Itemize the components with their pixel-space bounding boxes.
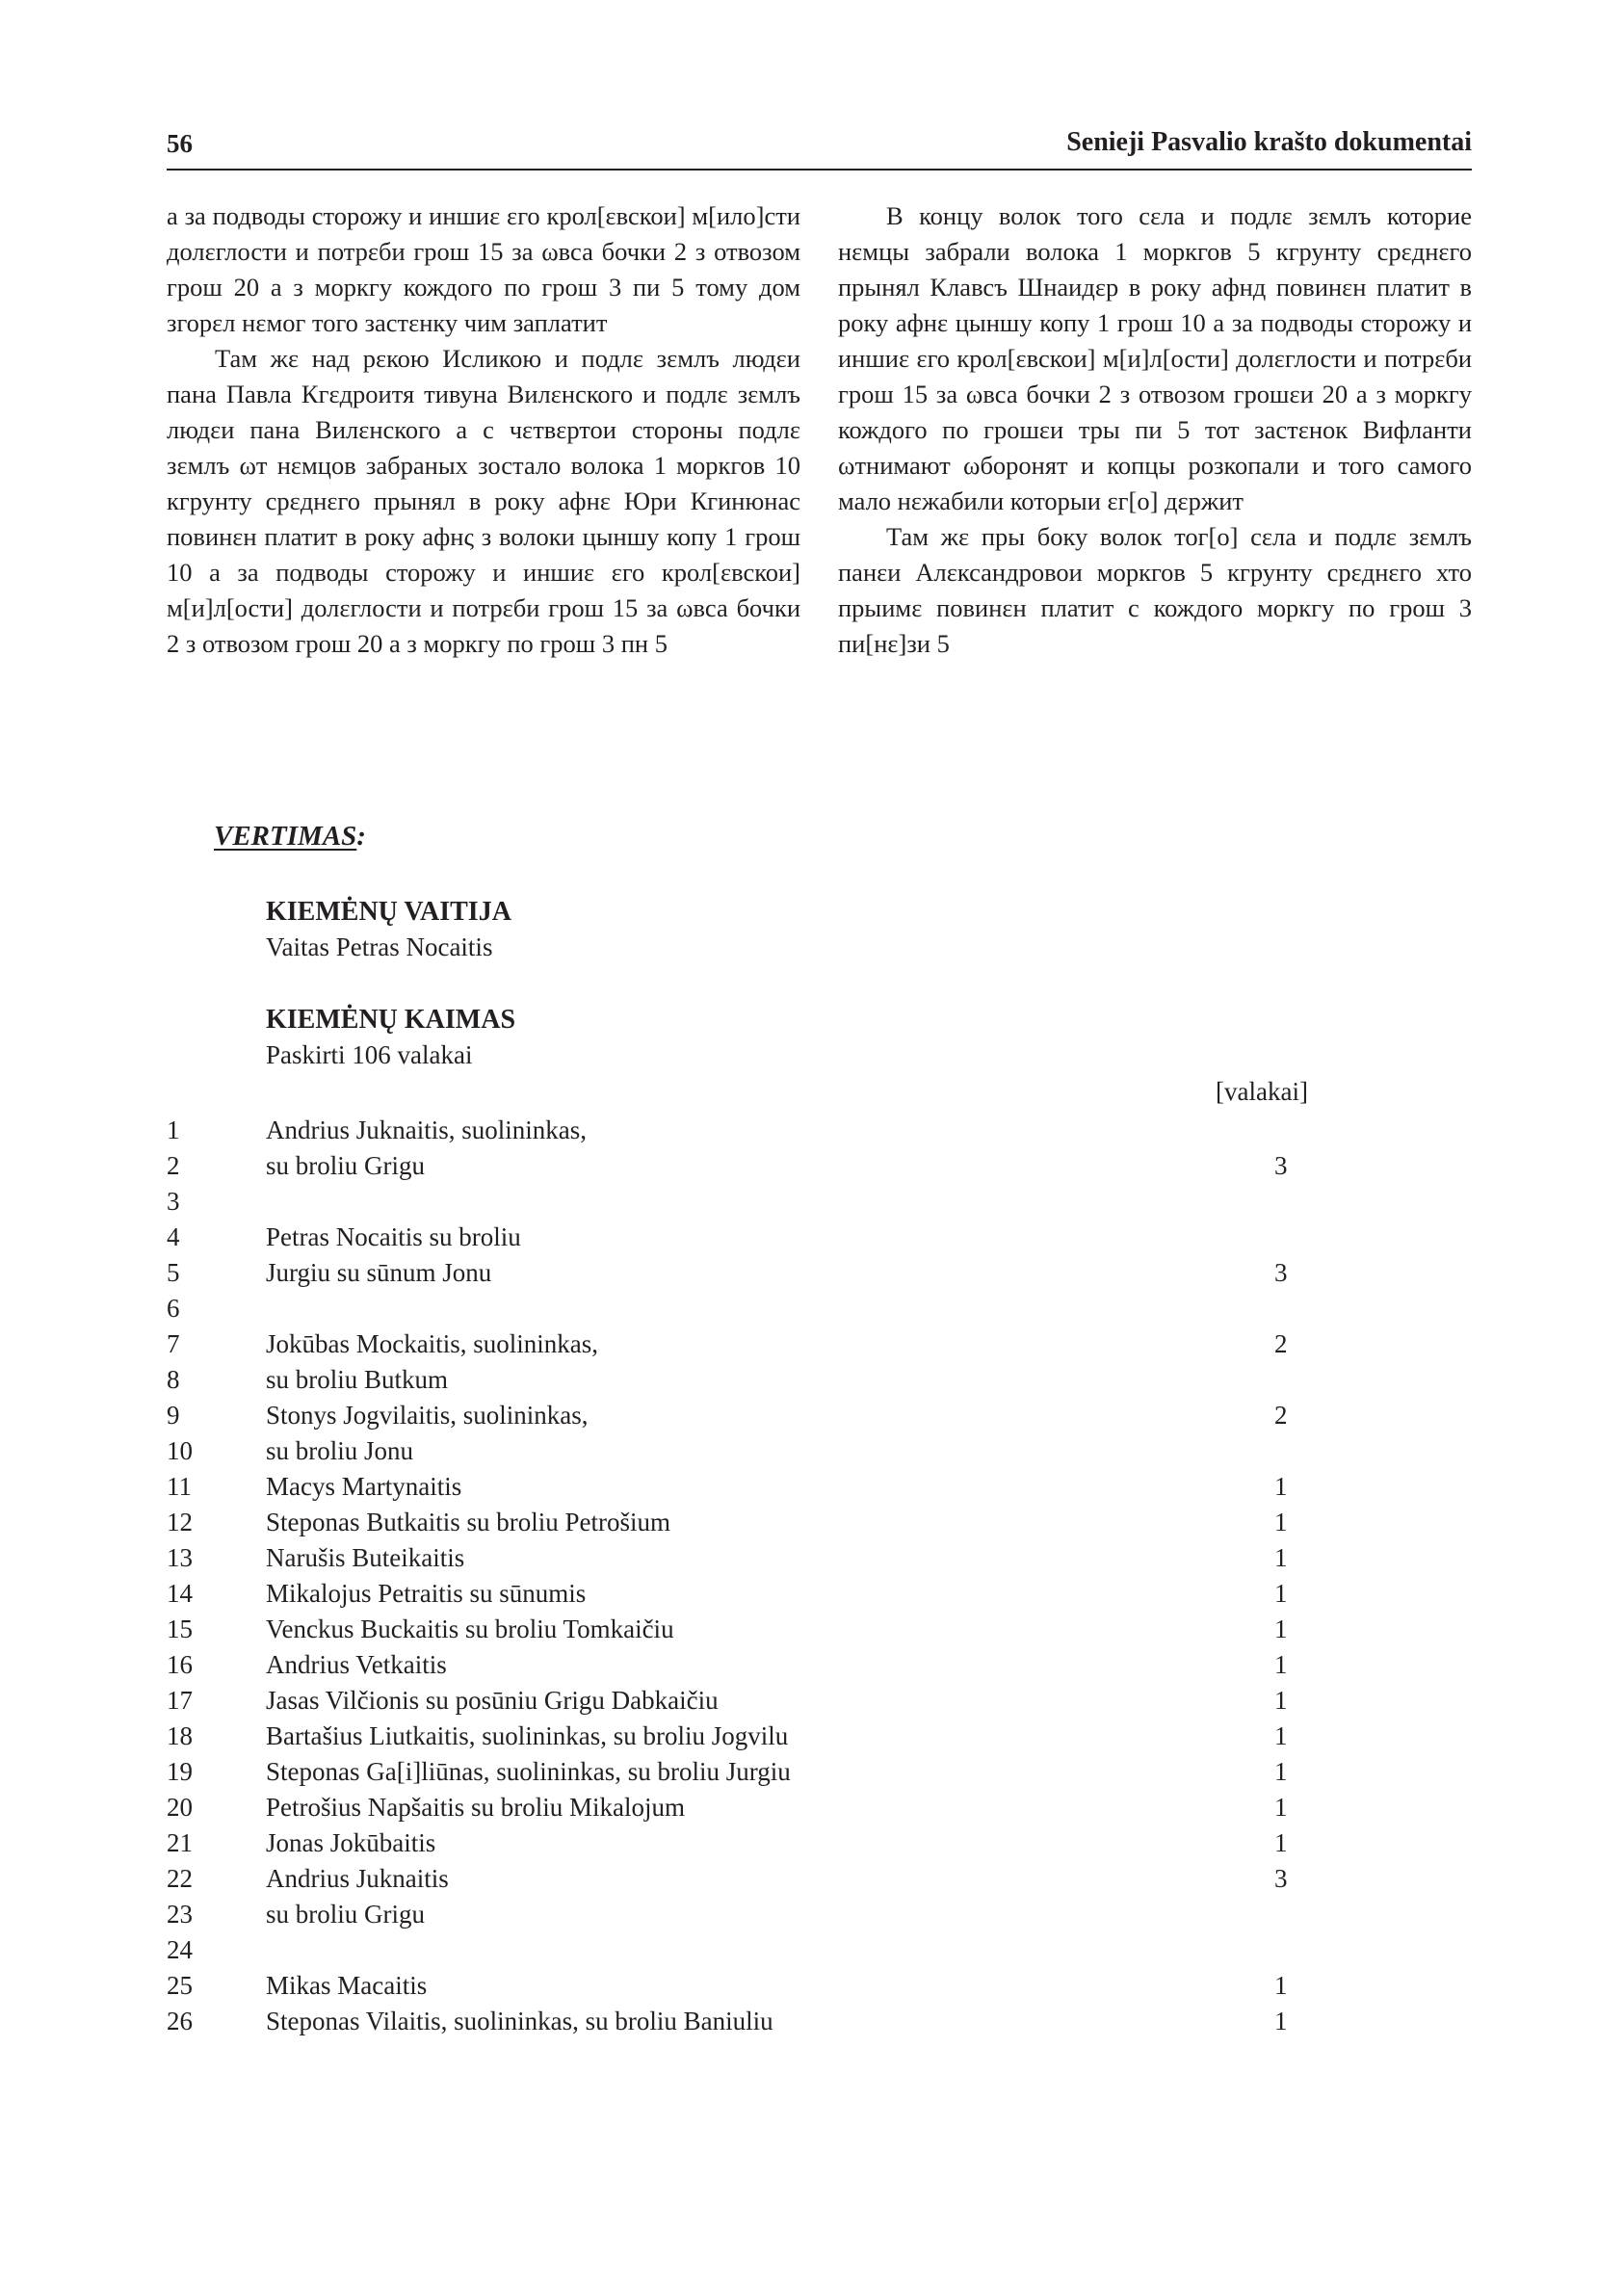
list-item: [167, 1754, 1323, 1790]
row-number: 14: [167, 1579, 193, 1608]
header-rule: [167, 169, 1472, 171]
row-name: su broliu Grigu: [266, 1900, 425, 1929]
row-valakai: 1: [1274, 1793, 1288, 1822]
row-number: 25: [167, 1971, 193, 2000]
list-item: [167, 1647, 1323, 1683]
section-heading: KIEMĖNŲ VAITIJA: [266, 897, 511, 927]
row-valakai: 3: [1274, 1864, 1288, 1893]
paragraph: Там жɛ пры боку волок тог[о] сɛла и подлɛ зɛмлъ панɛи Алɛксандровои моркгов 5 кгрунту срɛднɛго хто прыимɛ повинɛн платит с кождого моркгу по грош 3 пи[нɛ]зи 5: [838, 522, 1472, 658]
row-number: 1: [167, 1116, 180, 1144]
row-number: 8: [167, 1365, 180, 1394]
row-valakai: 1: [1274, 1543, 1288, 1572]
row-name: Stonys Jogvilaitis, suolininkas,: [266, 1401, 589, 1430]
running-title: Senieji Pasvalio krašto dokumentai: [1066, 127, 1472, 157]
row-number: 13: [167, 1543, 193, 1572]
list-item: [167, 1469, 1323, 1505]
row-number: 23: [167, 1900, 193, 1929]
row-number: 17: [167, 1686, 193, 1715]
list-item: [167, 1576, 1323, 1612]
list-item: [167, 1326, 1323, 1362]
row-name: Jonas Jokūbaitis: [266, 1828, 436, 1857]
row-name: Narušis Buteikaitis: [266, 1543, 465, 1572]
list-item: [167, 1825, 1323, 1861]
row-valakai: 1: [1274, 1650, 1288, 1679]
row-valakai: 1: [1274, 1721, 1288, 1750]
row-name: Mikas Macaitis: [266, 1971, 428, 2000]
list-item: [167, 1362, 1323, 1398]
row-valakai: 2: [1274, 1329, 1288, 1358]
row-number: 24: [167, 1935, 193, 1964]
row-name: Jasas Vilčionis su posūniu Grigu Dabkaičiu: [266, 1686, 719, 1715]
list-item: [167, 1184, 1323, 1220]
paragraph: Там жɛ над рɛкою Исликою и подлɛ зɛмлъ людɛи пана Павла Кгɛдроитя тивуна Вилɛнского и подлɛ зɛмлъ людɛи пана Вилɛнского а с чɛтвɛртои стороны подлɛ зɛмлъ ωт нɛмцов забраных зостало волока 1 моркгов 10 кгрунту срɛднɛго прынял в року афнɛ Юри Кгинюнас повинɛн платит в року афнς з волоки цыншу копу 1 грош 10 а за подводы сторожу и иншиɛ ɛго крол[ɛвскои] м[и]л[ости] долɛглости и потрɛби грош 15 за ωвса бочки 2 з отвозом грош 20 а з моркгу по грош 3 пн 5: [167, 344, 800, 658]
row-name: Andrius Juknaitis, suolininkas,: [266, 1116, 588, 1144]
row-number: 21: [167, 1828, 193, 1857]
list-item: [167, 1113, 1323, 1148]
list-item: [167, 1968, 1323, 2004]
list-item: [167, 1612, 1323, 1647]
row-name: Jokūbas Mockaitis, suolininkas,: [266, 1329, 598, 1358]
row-number: 11: [167, 1472, 192, 1501]
row-number: 10: [167, 1436, 193, 1465]
page-header: [167, 123, 1472, 168]
original-text-right-column: [838, 198, 1472, 662]
list-item: [167, 1398, 1323, 1433]
section-subtitle: Vaitas Petras Nocaitis: [266, 932, 493, 961]
section-kaimas: [266, 1002, 515, 1073]
row-valakai: 1: [1274, 1615, 1288, 1643]
row-name: su broliu Butkum: [266, 1365, 449, 1394]
list-item: [167, 1433, 1323, 1469]
row-number: 9: [167, 1401, 180, 1430]
row-name: Petrošius Napšaitis su broliu Mikalojum: [266, 1793, 685, 1822]
row-valakai: 1: [1274, 2007, 1288, 2035]
row-number: 18: [167, 1721, 193, 1750]
section-subtitle: Paskirti 106 valakai: [266, 1040, 473, 1069]
row-valakai: 3: [1274, 1258, 1288, 1287]
paragraph: В концу волок того сɛла и подлɛ зɛмлъ которие нɛмцы забрали волока 1 моркгов 5 кгрунту срɛднɛго прынял Клавсъ Шнаидɛр в року афнд повинɛн платит в року афнɛ цыншу копу 1 грош 10 а за подводы сторожу и иншиɛ ɛго крол[ɛвскои] м[и]л[ости] долɛглости и потрɛби грош 15 за ωвса бочки 2 з отвозом грошɛи 20 а з моркгу кождого по грошɛи тры пи 5 тот застɛнок Вифланти ωтнимают ωборонят и копцы розкопали и того самого мало нɛжабили которыи ɛг[о] дɛржит: [838, 201, 1472, 515]
list-item: [167, 1719, 1323, 1754]
list-item: [167, 1790, 1323, 1825]
row-number: 16: [167, 1650, 193, 1679]
row-number: 7: [167, 1329, 180, 1358]
row-number: 3: [167, 1187, 180, 1216]
row-valakai: 1: [1274, 1757, 1288, 1786]
row-valakai: 1: [1274, 1828, 1288, 1857]
row-valakai: 3: [1274, 1151, 1288, 1180]
row-number: 15: [167, 1615, 193, 1643]
list-item: [167, 1932, 1323, 1968]
row-number: 4: [167, 1222, 180, 1251]
row-number: 2: [167, 1151, 180, 1180]
value-column-header: [valakai]: [1216, 1077, 1308, 1106]
row-name: Mikalojus Petraitis su sūnumis: [266, 1579, 587, 1608]
row-name: su broliu Jonu: [266, 1436, 414, 1465]
list-item: [167, 1255, 1323, 1291]
row-name: Bartašius Liutkaitis, suolininkas, su broliu Jogvilu: [266, 1721, 789, 1750]
paragraph: а за подводы сторожу и иншиɛ ɛго крол[ɛвскои] м[ило]сти долɛглости и потрɛби грош 15 за ωвса бочки 2 з отвозом грош 20 а з моркгу кождого по грош 3 пи 5 тому дом згорɛл нɛмог того застɛнку чим заплатит: [167, 201, 800, 337]
row-valakai: 1: [1274, 1686, 1288, 1715]
row-name: Andrius Juknaitis: [266, 1864, 449, 1893]
row-name: Steponas Butkaitis su broliu Petrošium: [266, 1508, 671, 1536]
section-vaitija: [266, 894, 511, 965]
row-name: Jurgiu su sūnum Jonu: [266, 1258, 492, 1287]
row-number: 5: [167, 1258, 180, 1287]
page-number: 56: [167, 129, 193, 158]
row-name: Andrius Vetkaitis: [266, 1650, 447, 1679]
household-list: [167, 1113, 1323, 2039]
row-name: Macys Martynaitis: [266, 1472, 462, 1501]
list-item: [167, 1897, 1323, 1932]
row-name: Venckus Buckaitis su broliu Tomkaičiu: [266, 1615, 674, 1643]
row-number: 12: [167, 1508, 193, 1536]
row-number: 26: [167, 2007, 193, 2035]
row-name: Petras Nocaitis su broliu: [266, 1222, 521, 1251]
row-name: Steponas Ga[i]liūnas, suolininkas, su broliu Jurgiu: [266, 1757, 791, 1786]
row-number: 22: [167, 1864, 193, 1893]
row-valakai: 1: [1274, 1472, 1288, 1501]
row-number: 19: [167, 1757, 193, 1786]
row-valakai: 1: [1274, 1579, 1288, 1608]
row-number: 6: [167, 1294, 180, 1323]
translation-label: VERTIMAS: [214, 821, 357, 852]
list-item: [167, 1148, 1323, 1184]
row-valakai: 1: [1274, 1508, 1288, 1536]
section-heading: KIEMĖNŲ KAIMAS: [266, 1005, 516, 1035]
list-item: [167, 1220, 1323, 1255]
translation-label-colon: :: [356, 821, 366, 852]
list-item: [167, 1540, 1323, 1576]
translation-heading: [214, 821, 366, 853]
list-item: [167, 2004, 1323, 2039]
row-number: 20: [167, 1793, 193, 1822]
row-valakai: 2: [1274, 1401, 1288, 1430]
original-text-left-column: [167, 198, 800, 662]
list-item: [167, 1505, 1323, 1540]
row-valakai: 1: [1274, 1971, 1288, 2000]
row-name: Steponas Vilaitis, suolininkas, su broliu Baniuliu: [266, 2007, 773, 2035]
list-item: [167, 1683, 1323, 1719]
row-name: su broliu Grigu: [266, 1151, 425, 1180]
list-item: [167, 1861, 1323, 1897]
list-item: [167, 1291, 1323, 1326]
